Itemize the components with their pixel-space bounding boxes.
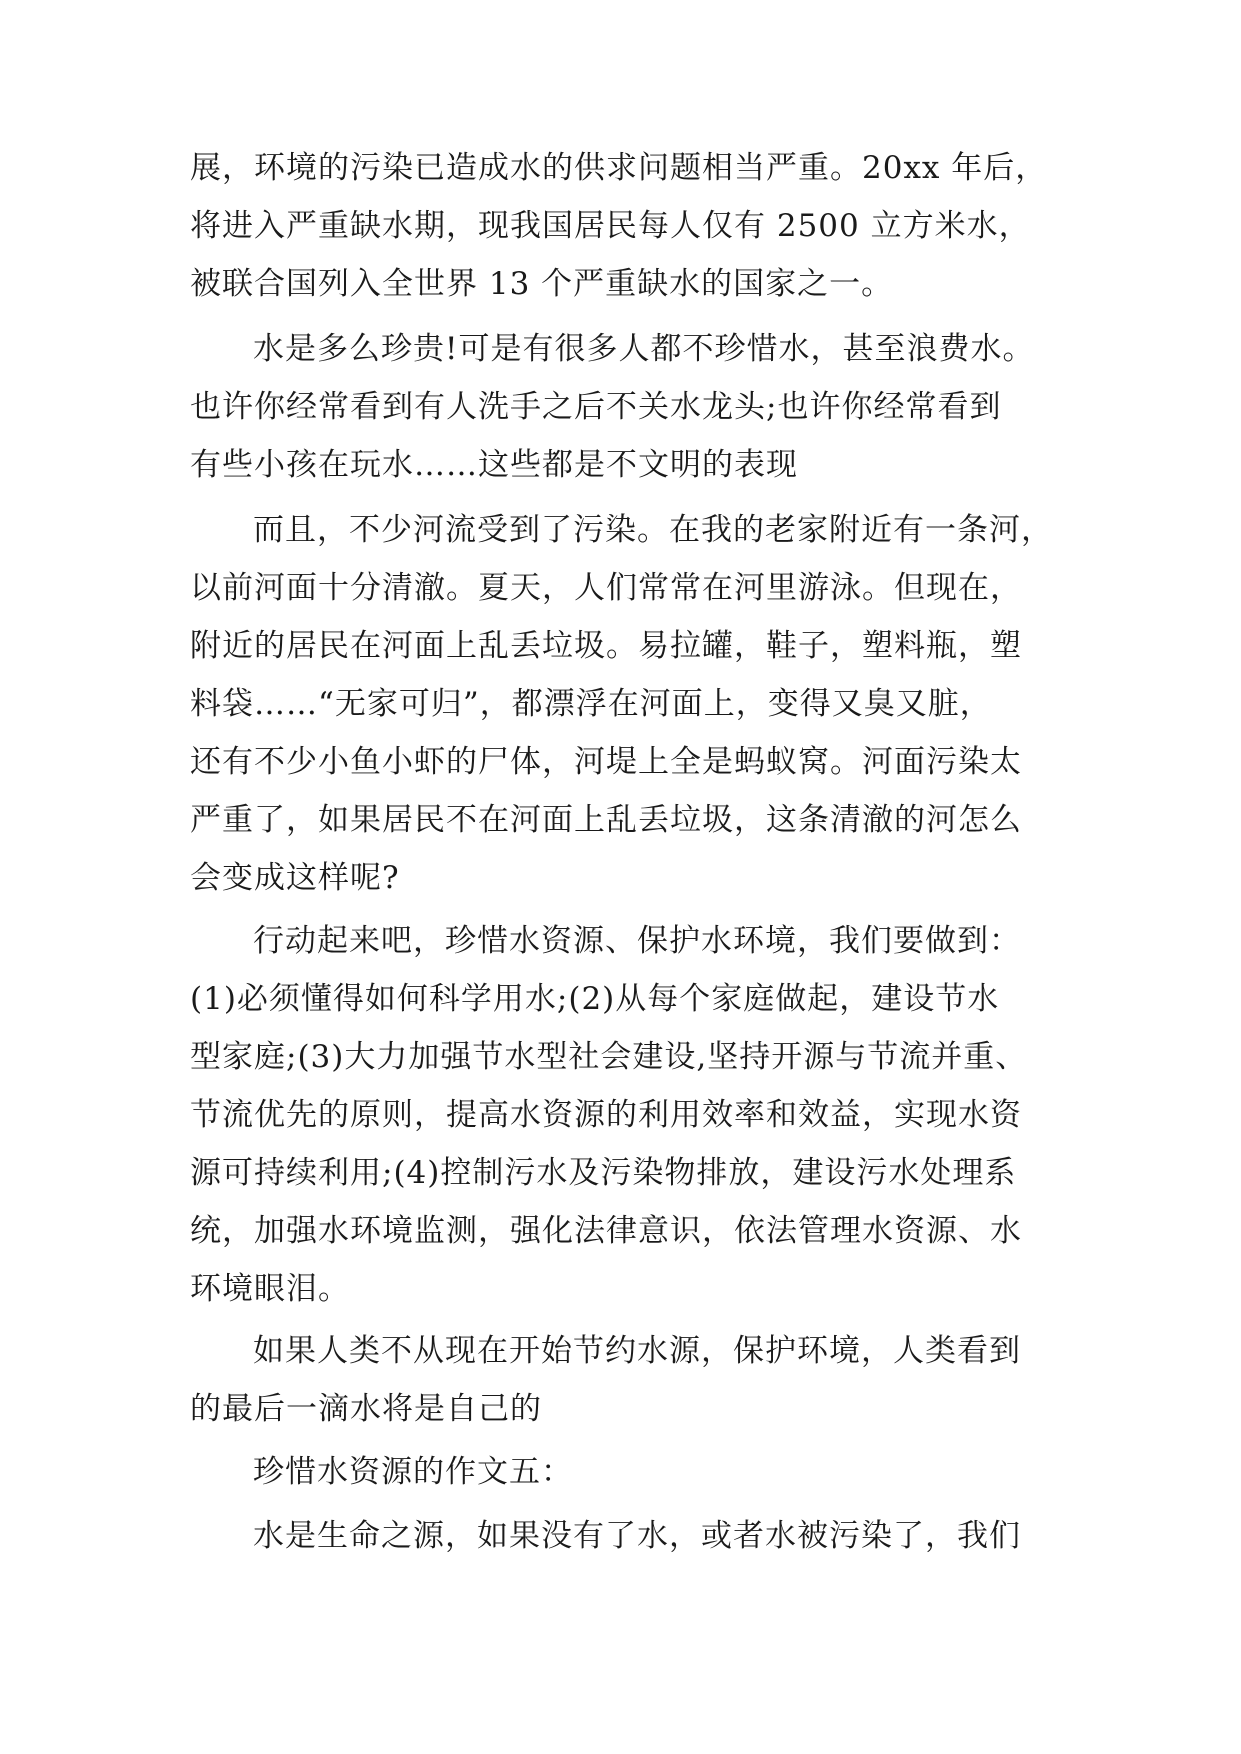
text-line: 源可持续利用;(4)控制污水及污染物排放，建设污水处理系 [190,1155,1017,1191]
text-line: 以前河面十分清澈。夏天，人们常常在河里游泳。但现在， [190,570,1022,606]
text-line: 还有不少小鱼小虾的尸体，河堤上全是蚂蚁窝。河面污染太 [190,744,1022,780]
paragraph-start-line: 行动起来吧，珍惜水资源、保护水环境，我们要做到： [253,923,1021,959]
text-line: 被联合国列入全世界 13 个严重缺水的国家之一。 [190,266,894,302]
text-line: 型家庭;(3)大力加强节水型社会建设,坚持开源与节流并重、 [190,1039,1028,1075]
text-line: 严重了，如果居民不在河面上乱丢垃圾，这条清澈的河怎么 [190,802,1022,838]
text-line: 的最后一滴水将是自己的 [190,1391,542,1427]
text-line: 会变成这样呢? [190,860,400,896]
text-line: 有些小孩在玩水……这些都是不文明的表现 [190,447,798,483]
text-line: 统，加强水环境监测，强化法律意识，依法管理水资源、水 [190,1213,1022,1249]
text-line: 展，环境的污染已造成水的供求问题相当严重。20xx 年后， [190,150,1048,186]
text-line: 也许你经常看到有人洗手之后不关水龙头;也许你经常看到 [190,389,1002,425]
text-line: 料袋……“无家可归”，都漂浮在河面上，变得又臭又脏， [190,686,992,722]
paragraph-start-line: 水是多么珍贵!可是有很多人都不珍惜水，甚至浪费水。 [253,331,1035,367]
text-line: 环境眼泪。 [190,1271,350,1307]
text-line: 节流优先的原则，提高水资源的利用效率和效益，实现水资 [190,1097,1022,1133]
paragraph-start-line: 而且，不少河流受到了污染。在我的老家附近有一条河， [253,512,1053,548]
paragraph-start-line: 水是生命之源，如果没有了水，或者水被污染了，我们 [253,1518,1021,1554]
section-heading: 珍惜水资源的作文五： [253,1454,573,1490]
text-line: 附近的居民在河面上乱丢垃圾。易拉罐，鞋子，塑料瓶，塑 [190,628,1022,664]
text-line: 将进入严重缺水期，现我国居民每人仅有 2500 立方米水， [190,208,1031,244]
text-line: (1)必须懂得如何科学用水;(2)从每个家庭做起，建设节水 [190,981,1000,1017]
paragraph-start-line: 如果人类不从现在开始节约水源，保护环境，人类看到 [253,1333,1021,1369]
